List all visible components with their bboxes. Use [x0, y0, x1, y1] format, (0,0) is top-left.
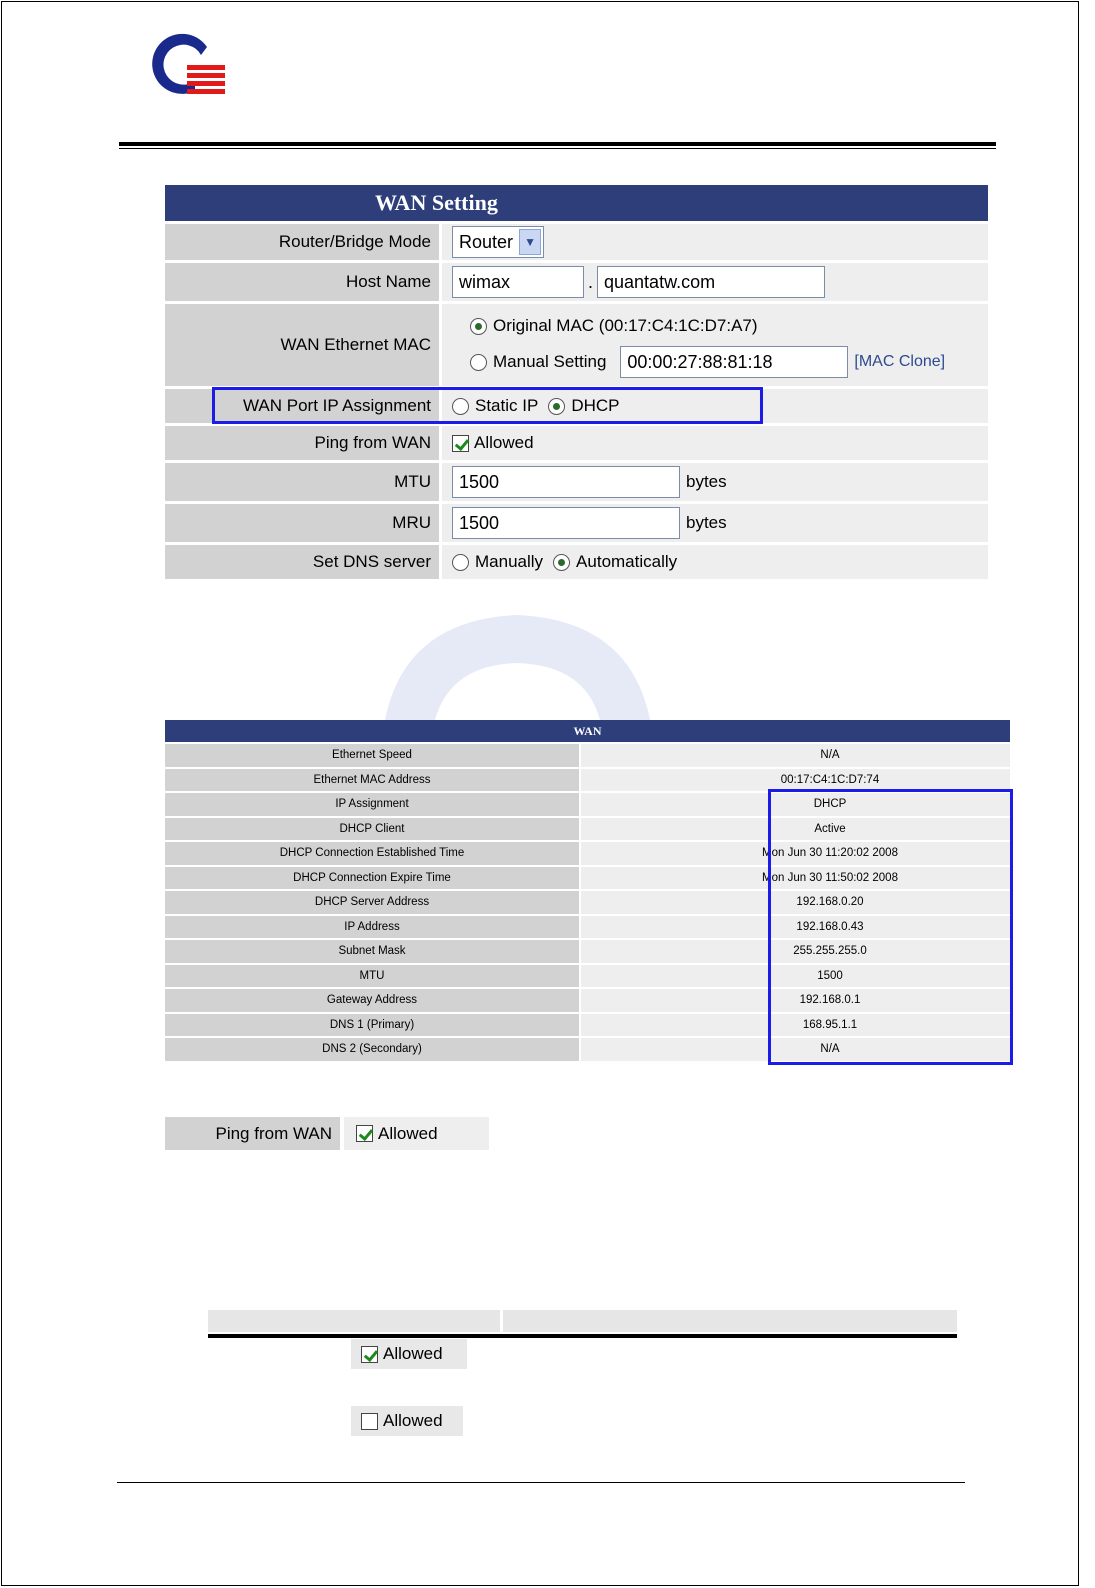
option-description-table — [208, 1310, 957, 1338]
mac-clone-link[interactable]: [MAC Clone] — [854, 353, 946, 370]
manual-mac-option[interactable] — [470, 343, 945, 381]
wan-setting-panel — [165, 185, 988, 579]
host-domain-separator: . — [588, 271, 594, 292]
wan-status-value: DHCP — [813, 798, 847, 810]
mru-label: MRU — [165, 504, 439, 542]
wan-status-value: 192.168.0.1 — [799, 994, 861, 1006]
mtu-label: MTU — [165, 463, 439, 501]
mru-unit: bytes — [686, 513, 727, 532]
ping-from-wan-snippet — [165, 1117, 489, 1150]
dns-manually-text: Manually — [475, 552, 544, 571]
wan-status-label: DHCP Connection Established Time — [165, 840, 579, 865]
ping-from-wan-row — [165, 426, 988, 460]
option-table-rule — [208, 1334, 957, 1338]
mru-input[interactable]: 1500 — [452, 507, 680, 539]
radio-unselected-icon[interactable] — [470, 354, 487, 371]
wan-status-value-cell — [579, 767, 1010, 792]
domain-name-input[interactable]: quantatw.com — [597, 266, 825, 298]
watermark-logo-icon — [345, 605, 690, 720]
allowed-unchecked-chip — [351, 1406, 463, 1436]
wan-status-value: 192.168.0.43 — [796, 920, 864, 933]
radio-unselected-icon[interactable] — [452, 554, 469, 571]
wan-status-label: DHCP Client — [165, 816, 579, 841]
checkbox-checked-icon[interactable] — [452, 435, 469, 452]
host-name-label: Host Name — [165, 263, 439, 301]
ip-assignment-highlight — [212, 387, 763, 424]
footer-rule — [117, 1482, 965, 1483]
wan-status-value: 255.255.255.0 — [793, 945, 867, 957]
chevron-down-icon[interactable]: ▼ — [519, 229, 541, 255]
ping-snippet-label: Ping from WAN — [165, 1117, 340, 1150]
header-rule-thin — [119, 148, 996, 149]
host-name-input[interactable]: wimax — [452, 266, 584, 298]
wan-setting-title: WAN Setting — [165, 185, 988, 221]
wan-port-ip-assignment-label: WAN Port IP Assignment — [165, 389, 439, 423]
option-header-col1 — [208, 1310, 500, 1332]
wan-status-value: Active — [814, 822, 846, 835]
allowed-checked-chip — [351, 1339, 467, 1369]
wan-status-value: Mon Jun 30 11:20:02 2008 — [762, 847, 898, 859]
router-bridge-mode-cell — [442, 224, 988, 260]
wan-status-label: Subnet Mask — [165, 938, 579, 963]
manual-mac-input[interactable]: 00:00:27:88:81:18 — [620, 346, 848, 378]
wan-status-label: MTU — [165, 963, 579, 988]
mtu-input[interactable]: 1500 — [452, 466, 680, 498]
wan-status-label: DHCP Connection Expire Time — [165, 865, 579, 890]
ping-allowed-text: Allowed — [474, 433, 534, 452]
allowed-unchecked-text: Allowed — [383, 1411, 443, 1430]
mru-cell — [442, 504, 988, 542]
wan-status-title: WAN — [165, 720, 1010, 742]
manual-mac-text: Manual Setting — [493, 352, 607, 371]
header-rule — [119, 142, 996, 146]
radio-selected-icon[interactable] — [470, 318, 487, 335]
wan-status-value-cell — [579, 742, 1010, 767]
wan-status-value: N/A — [820, 749, 840, 761]
wan-status-value: Mon Jun 30 11:50:02 2008 — [762, 871, 898, 884]
wan-status-label: IP Address — [165, 914, 579, 939]
mtu-unit: bytes — [686, 472, 727, 491]
wan-status-label: DNS 2 (Secondary) — [165, 1036, 579, 1061]
wan-ethernet-mac-row — [165, 304, 988, 386]
dns-manually-option[interactable] — [452, 552, 543, 572]
set-dns-server-row — [165, 545, 988, 579]
original-mac-text: Original MAC (00:17:C4:1C:D7:A7) — [493, 316, 758, 335]
wan-status-label: Ethernet MAC Address — [165, 767, 579, 792]
wan-status-value: 192.168.0.20 — [796, 896, 864, 908]
ping-from-wan-cell — [442, 426, 988, 460]
dns-automatically-option[interactable] — [553, 552, 677, 572]
wan-status-row — [165, 742, 1010, 767]
host-name-cell — [442, 263, 988, 301]
router-bridge-mode-label: Router/Bridge Mode — [165, 224, 439, 260]
wan-status-label: IP Assignment — [165, 791, 579, 816]
dns-automatically-text: Automatically — [576, 552, 678, 571]
wan-values-highlight — [768, 789, 1013, 1065]
host-name-row — [165, 263, 988, 301]
wan-status-value: 168.95.1.1 — [802, 1018, 858, 1031]
router-bridge-mode-row — [165, 224, 988, 260]
ping-allowed-option[interactable] — [452, 433, 534, 453]
wan-status-value: 1500 — [817, 969, 843, 982]
router-bridge-mode-value: Router — [459, 231, 514, 252]
option-header-col2 — [503, 1310, 957, 1332]
company-logo-icon — [145, 25, 225, 100]
wan-status-value: 00:17:C4:1C:D7:74 — [780, 773, 880, 786]
checkbox-checked-icon[interactable] — [361, 1346, 378, 1363]
wan-ethernet-mac-cell — [442, 304, 988, 386]
mtu-cell — [442, 463, 988, 501]
dhcp-text: DHCP — [571, 396, 620, 415]
allowed-checked-text: Allowed — [383, 1344, 443, 1363]
mtu-row — [165, 463, 988, 501]
wan-status-label: DHCP Server Address — [165, 889, 579, 914]
router-bridge-mode-select[interactable] — [452, 226, 544, 258]
checkbox-unchecked-icon[interactable] — [361, 1413, 378, 1430]
set-dns-server-cell — [442, 545, 988, 579]
ping-snippet-option: Allowed — [378, 1123, 438, 1143]
static-ip-text: Static IP — [475, 396, 539, 415]
original-mac-option[interactable] — [470, 309, 758, 343]
radio-selected-icon[interactable] — [553, 554, 570, 571]
option-table-header — [208, 1310, 957, 1332]
ping-from-wan-label: Ping from WAN — [165, 426, 439, 460]
checkbox-checked-icon[interactable] — [356, 1125, 373, 1142]
wan-status-row — [165, 767, 1010, 792]
wan-status-label: Gateway Address — [165, 987, 579, 1012]
wan-ethernet-mac-label: WAN Ethernet MAC — [165, 304, 439, 386]
ping-snippet-cell — [344, 1117, 489, 1150]
set-dns-server-label: Set DNS server — [165, 545, 439, 579]
wan-status-value: N/A — [820, 1043, 840, 1055]
wan-status-label: Ethernet Speed — [165, 742, 579, 767]
wan-status-label: DNS 1 (Primary) — [165, 1012, 579, 1037]
mru-row — [165, 504, 988, 542]
